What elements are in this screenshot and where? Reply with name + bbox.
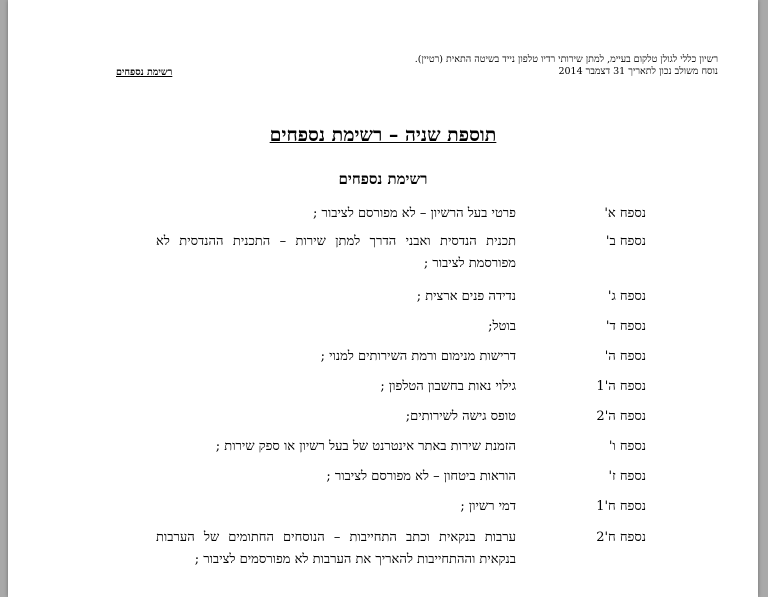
appendix-text: טופס גישה לשירותים; xyxy=(405,409,516,424)
appendix-text: גילוי נאות בחשבון הטלפון ; xyxy=(380,379,516,394)
page-subtitle: רשימת נספחים xyxy=(338,170,428,188)
appendix-text: בוטל; xyxy=(488,319,516,334)
header-version-line: נוסח משולב נכון לתאריך 31 דצמבר 2014 xyxy=(558,66,718,77)
header-license-line: רשיון כללי לגולן טלקום בעיימ, למתן שירותי רדיו טלפון נייד בשיטה התאית (רטיין). xyxy=(414,54,718,65)
appendix-text: ערבות בנקאית וכתב התחייבות – הנוסחים החתומים של הערבות בנקאית וההתחייבות להאריך את הערבות לא מפורסמים לציבור ; xyxy=(156,530,516,567)
appendix-label: נספח ח'1 xyxy=(596,499,646,514)
appendix-label: נספח ז' xyxy=(608,469,646,484)
appendix-text: פרטי בעל הרשיון – לא מפורסם לציבור ; xyxy=(313,206,516,221)
document-header xyxy=(415,54,718,78)
appendix-label: נספח ב' xyxy=(605,234,646,249)
appendix-label: נספח ה'2 xyxy=(596,409,646,424)
appendix-label: נספח א' xyxy=(604,206,646,221)
appendix-text: תכנית הנדסית ואבני הדרך למתן שירות – התכנית ההנדסית לא מפורסמת לציבור ; xyxy=(156,234,516,271)
appendix-label: נספח ג' xyxy=(607,289,646,304)
appendix-text: נדידה פנים ארצית ; xyxy=(416,289,516,304)
appendix-label: נספח ו' xyxy=(608,439,646,454)
document-page xyxy=(8,0,758,597)
appendix-text: הוראות ביטחון – לא מפורסם לציבור ; xyxy=(326,469,516,484)
appendix-label: נספח ד' xyxy=(605,319,646,334)
appendix-label: נספח ה' xyxy=(604,349,646,364)
page-title: תוספת שניה – רשימת נספחים xyxy=(269,124,497,146)
appendix-text: דרישות מנימום ורמת השירותים למנוי ; xyxy=(320,349,516,364)
header-section-label: רשימת נספחים xyxy=(116,67,173,78)
appendix-text: הזמנת שירות באתר אינטרנט של בעל רשיון או ספק שירות ; xyxy=(215,439,516,454)
appendix-text: דמי רשיון ; xyxy=(460,499,516,514)
appendix-label: נספח ה'1 xyxy=(596,379,646,394)
appendix-label: נספח ח'2 xyxy=(596,530,646,545)
